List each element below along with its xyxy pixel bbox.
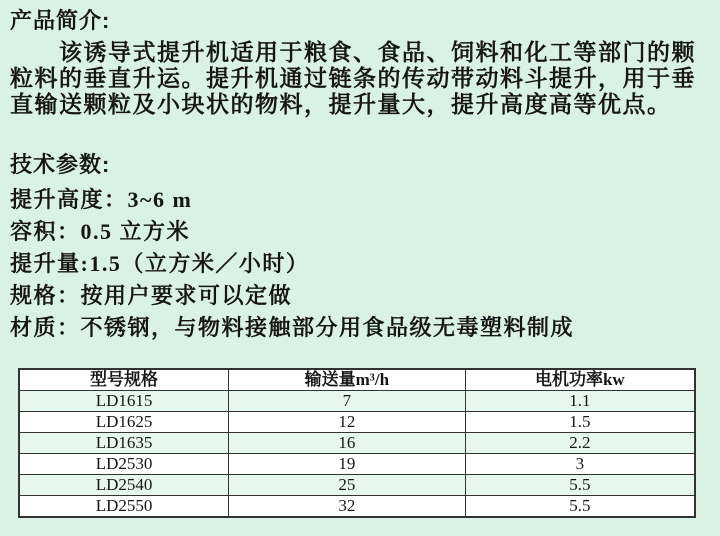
cell-capacity: 7 <box>229 391 466 412</box>
cell-model: LD1635 <box>19 433 229 454</box>
spec-line-lift-capacity: 提升量:1.5（立方米／小时） <box>10 251 310 276</box>
cell-capacity: 16 <box>229 433 466 454</box>
table-row <box>19 496 695 518</box>
spec-line-lift-height: 提升高度：3~6 m <box>10 187 193 212</box>
model-spec-table <box>18 368 696 518</box>
col-header-capacity: 输送量m³/h <box>229 369 466 391</box>
spec-list <box>10 184 710 344</box>
table-row <box>19 475 695 496</box>
table-row <box>19 391 695 412</box>
intro-paragraph-line-1: 该诱导式提升机适用于粮食、食品、饲料和化工等部门的颗 <box>59 40 696 65</box>
cell-power: 1.1 <box>465 391 695 412</box>
cell-power: 5.5 <box>465 496 695 518</box>
tech-params-heading: 技术参数: <box>10 152 111 177</box>
col-header-model: 型号规格 <box>19 369 229 391</box>
col-header-power: 电机功率kw <box>465 369 695 391</box>
cell-model: LD2550 <box>19 496 229 518</box>
table-row <box>19 412 695 433</box>
cell-capacity: 25 <box>229 475 466 496</box>
cell-capacity: 12 <box>229 412 466 433</box>
cell-power: 5.5 <box>465 475 695 496</box>
spec-line-material: 材质：不锈钢，与物料接触部分用食品级无毒塑料制成 <box>10 315 575 340</box>
intro-paragraph-line-2: 粒料的垂直升运。提升机通过链条的传动带动料斗提升，用于垂 <box>10 66 696 91</box>
cell-capacity: 32 <box>229 496 466 518</box>
spec-line-specification: 规格：按用户要求可以定做 <box>10 283 293 308</box>
cell-model: LD1625 <box>19 412 229 433</box>
product-intro-heading: 产品简介: <box>10 8 111 33</box>
table-row <box>19 433 695 454</box>
cell-model: LD2530 <box>19 454 229 475</box>
cell-power: 3 <box>465 454 695 475</box>
intro-paragraph <box>10 40 710 118</box>
spec-line-volume: 容积：0.5 立方米 <box>10 219 191 244</box>
cell-capacity: 19 <box>229 454 466 475</box>
cell-power: 1.5 <box>465 412 695 433</box>
intro-paragraph-line-3: 直输送颗粒及小块状的物料，提升量大，提升高度高等优点。 <box>10 92 672 117</box>
table-header-row <box>19 369 695 391</box>
cell-model: LD2540 <box>19 475 229 496</box>
table-row <box>19 454 695 475</box>
cell-model: LD1615 <box>19 391 229 412</box>
cell-power: 2.2 <box>465 433 695 454</box>
